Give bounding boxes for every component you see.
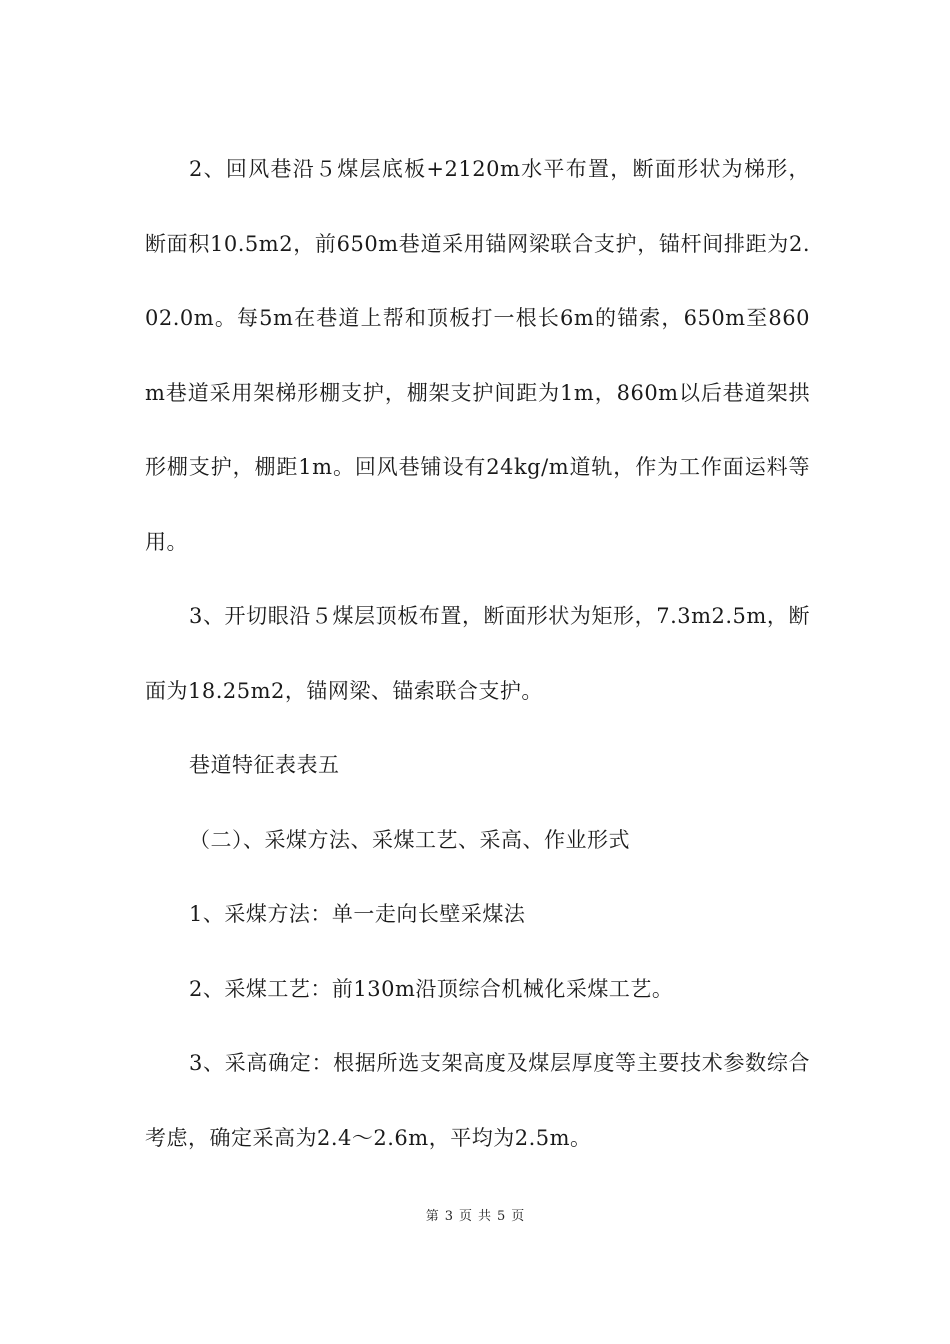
footer-page-unit: 页 <box>458 1209 472 1224</box>
footer-suffix: 页 <box>511 1209 525 1224</box>
footer-prefix: 第 <box>425 1209 439 1224</box>
paragraph-open-cut: 3、开切眼沿５煤层顶板布置，断面形状为矩形，7.3m2.5m，断面为18.25m2，锚网梁、锚索联合支护。 <box>145 604 810 703</box>
paragraph-mining-height: 3、采高确定：根据所选支架高度及煤层厚度等主要技术参数综合考虑，确定采高为2.4～2.6m，平均为2.5m。 <box>145 1051 810 1150</box>
paragraph-mining-method: 1、采煤方法：单一走向长壁采煤法 <box>189 902 526 926</box>
body-text <box>145 132 810 1175</box>
footer-total-pages: 5 <box>497 1209 506 1224</box>
footer-total-label: 共 <box>478 1209 492 1224</box>
page-footer <box>0 1205 950 1224</box>
paragraph-mining-technique: 2、采煤工艺：前130m沿顶综合机械化采煤工艺。 <box>189 976 674 1001</box>
footer-current-page: 3 <box>444 1209 453 1224</box>
table-caption: 巷道特征表表五 <box>189 753 340 777</box>
paragraph-return-airway: 2、回风巷沿５煤层底板+2120m水平布置，断面形状为梯形，断面积10.5m2，前650m巷道采用锚网梁联合支护，锚杆间排距为2.02.0m。每5m在巷道上帮和顶板打一根长6m的锚索，650m至860m巷道采用架梯形棚支护，棚架支护间距为1m，860m以后巷道架拱形棚支护，棚距1m。回风巷铺设有24kg/m道轨，作为工作面运料等用。 <box>145 157 810 554</box>
section-heading: （二）、采煤方法、采煤工艺、采高、作业形式 <box>189 827 630 852</box>
